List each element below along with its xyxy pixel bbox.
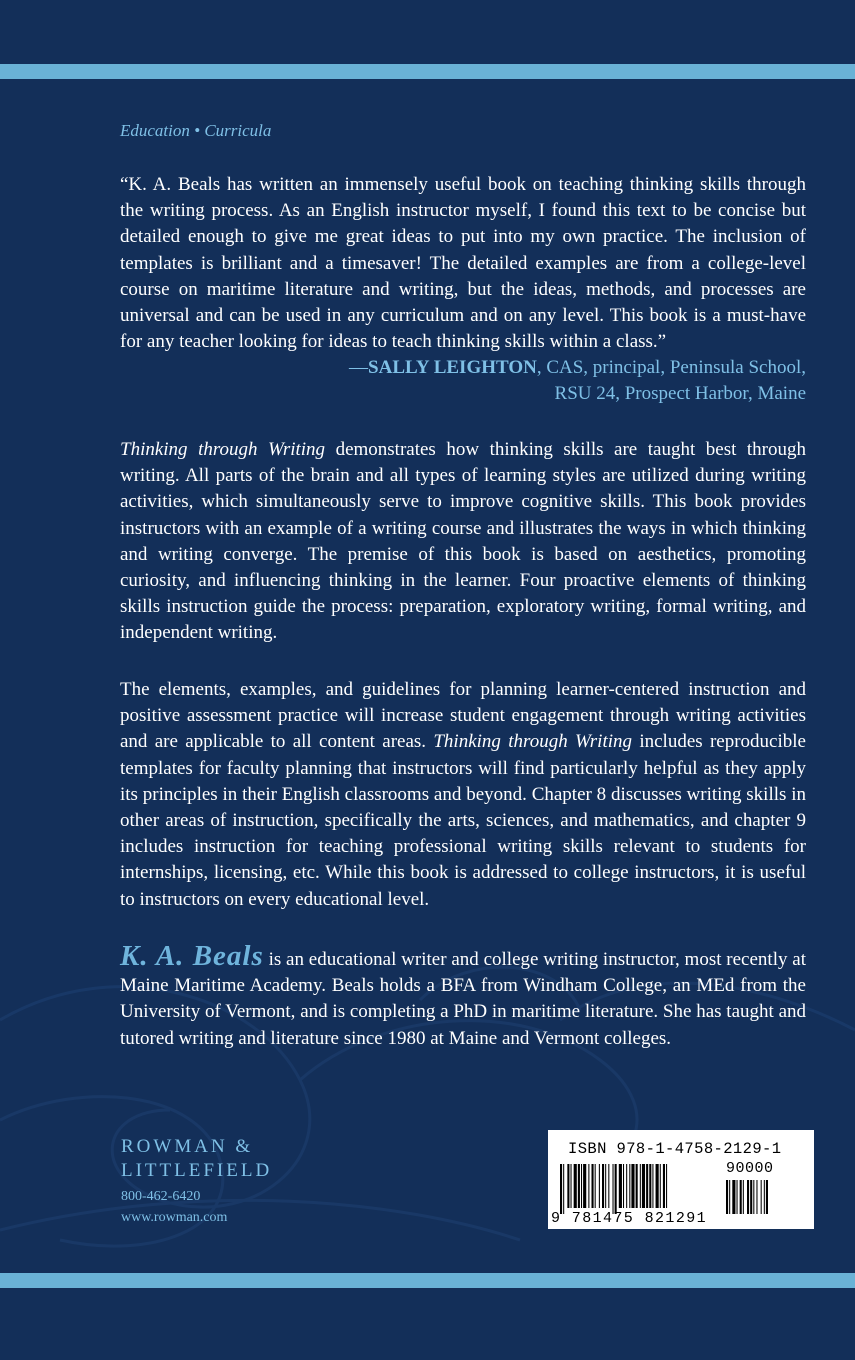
isbn-label: ISBN 978-1-4758-2129-1 xyxy=(568,1140,782,1158)
attribution-dash: — xyxy=(349,357,369,378)
quote-text: “K. A. Beals has written an immensely useful book on teaching thinking skills through the writing process. As an English instructor myself, I found this text to be concise but detailed enough to give me great ideas to put into my own practice. The inclusion of templates is brilliant and a timesaver! The detailed examples are from a college-level course on maritime literature and writing, but the ideas, methods, and processes are universal and can be used in any curriculum and on any level. This book is a must-have for any teacher looking for ideas to teach thinking skills within a class.” xyxy=(120,174,806,353)
description-text-1: demonstrates how thinking skills are taught best through writing. All parts of the brain and all types of learning styles are utilized during writing activities, which simultaneously serve to improve cognitive skills. This book provides instructors with an example of a writing course and illustrates the ways in which thinking and writing converge. The premise of this book is based on aesthetics, promoting curiosity, and influencing thinking in the learner. Four proactive elements of thinking skills instruction guide the process: preparation, exploratory writing, formal writing, and independent writing. xyxy=(120,439,806,644)
description-paragraph-1 xyxy=(120,437,806,647)
publisher-block xyxy=(121,1135,272,1226)
attribution-location: RSU 24, Prospect Harbor, Maine xyxy=(554,383,806,405)
publisher-logo-line-2: LITTLEFIELD xyxy=(121,1160,273,1181)
bottom-stripe xyxy=(0,1273,855,1288)
description-paragraph-2 xyxy=(120,677,806,913)
author-name: K. A. Beals xyxy=(120,940,264,972)
endorsement-quote xyxy=(120,172,806,355)
publisher-logo-line-1: ROWMAN & xyxy=(121,1136,254,1157)
author-bio xyxy=(120,940,806,1052)
description-text-2a: The elements, examples, and guidelines for planning learner-centered instruction and positive assessment practice will increase student engagement through writing activities and are applicable to all content areas. xyxy=(120,679,806,753)
bio-text: is an educational writer and college writing instructor, most recently at Maine Maritime Academy. Beals holds a BFA from Windham College, an MEd from the University of Vermont, and is completing a PhD in maritime literature. She has taught and tutored writing and literature since 1980 at Maine and Vermont colleges. xyxy=(120,949,806,1049)
description-text-2b: includes reproducible templates for faculty planning that instructors will find particularly helpful as they apply its principles in their English classrooms and beyond. Chapter 8 discusses writing skills in other areas of instruction, specifically the arts, sciences, and mathematics, and chapter 9 includes instruction for teaching professional writing skills relevant to students for internships, licensing, etc. While this book is addressed to college instructors, it is useful to instructors on every educational level. xyxy=(120,731,806,910)
price-code: 90000 xyxy=(726,1160,774,1177)
attribution-title: , CAS, principal, Peninsula School, xyxy=(536,357,806,378)
publisher-website: www.rowman.com xyxy=(121,1210,228,1225)
publisher-phone: 800-462-6420 xyxy=(121,1189,201,1204)
attribution-name: SALLY LEIGHTON xyxy=(368,357,537,378)
ean-digits: 9 781475 821291 xyxy=(551,1210,708,1227)
isbn-barcode xyxy=(548,1130,814,1229)
book-title: Thinking through Writing xyxy=(120,439,326,460)
endorsement-attribution xyxy=(120,355,806,408)
category-label: Education • Curricula xyxy=(120,121,272,140)
book-title: Thinking through Writing xyxy=(433,731,633,753)
top-stripe xyxy=(0,64,855,79)
